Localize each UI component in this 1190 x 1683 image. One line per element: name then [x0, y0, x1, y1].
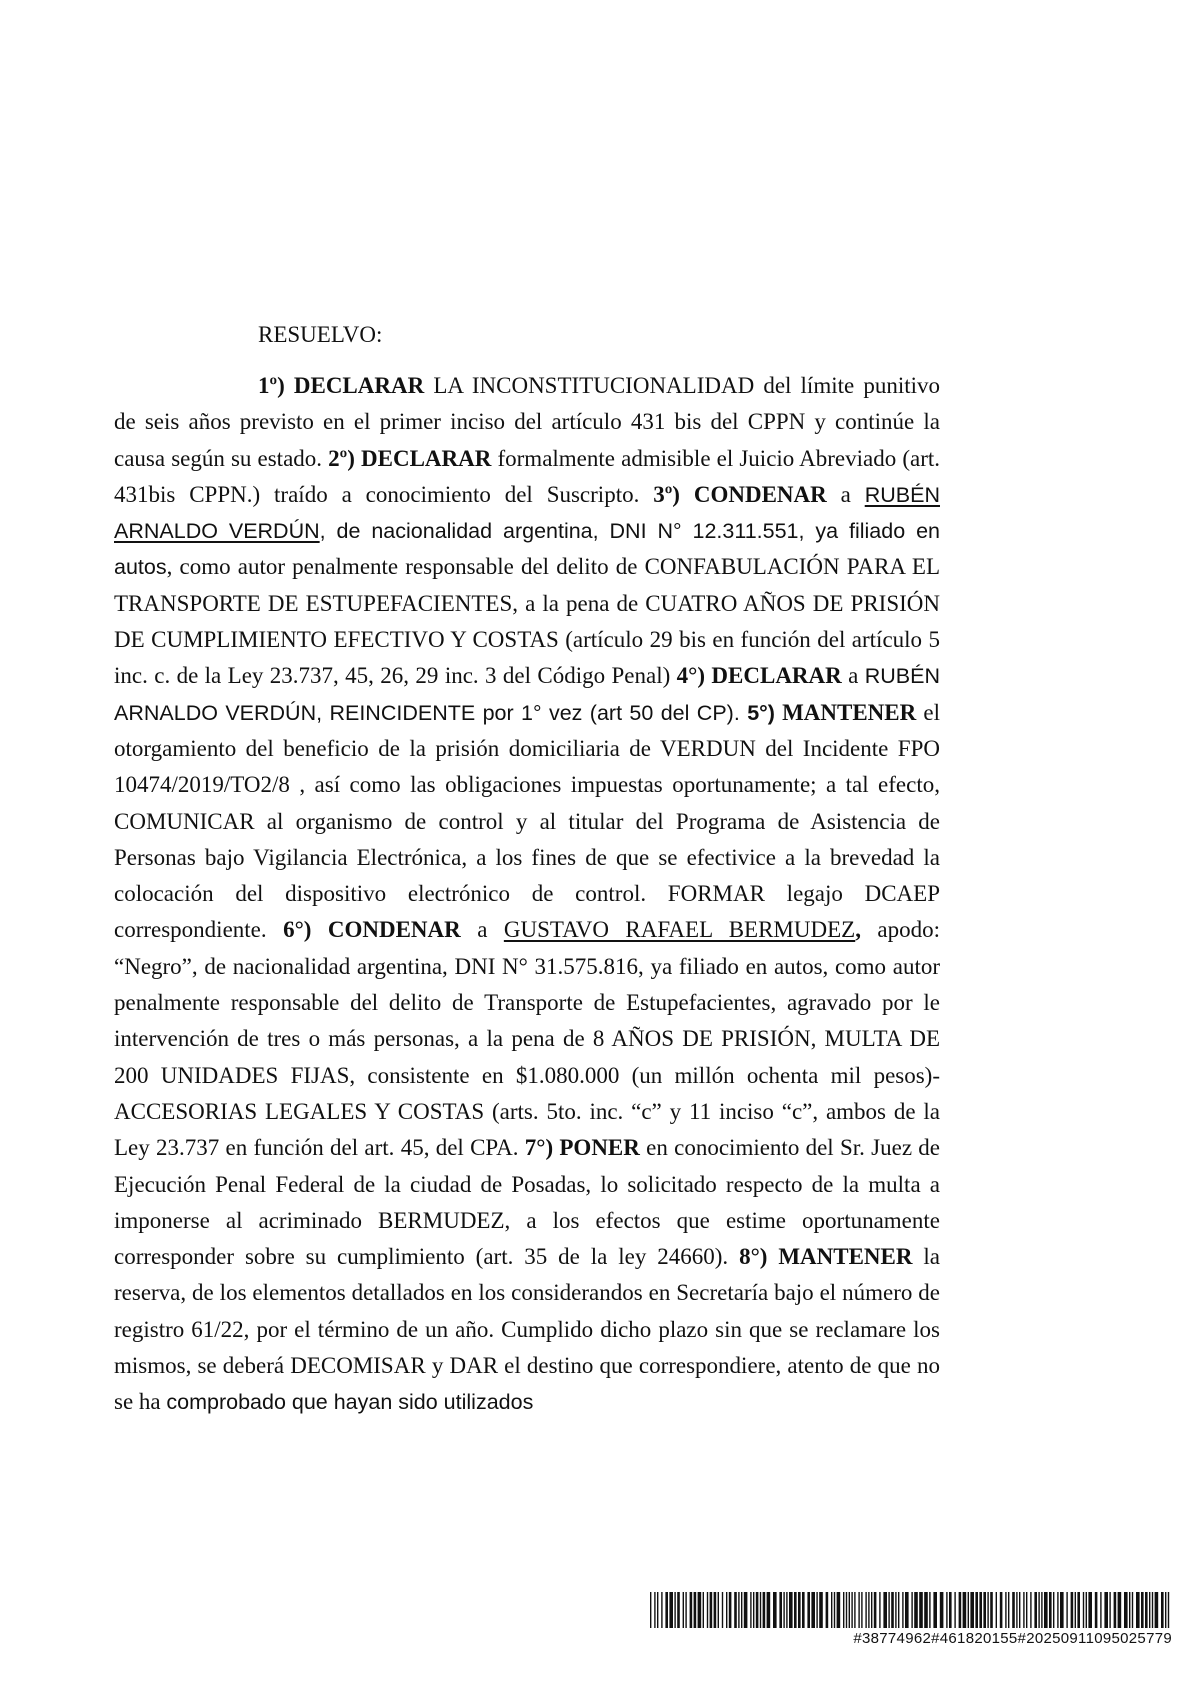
barcode-bar — [975, 1592, 978, 1628]
barcode-bar — [773, 1592, 777, 1628]
barcode-bar — [811, 1592, 815, 1628]
resolution-body — [114, 368, 940, 1421]
barcode-bar — [1149, 1592, 1150, 1628]
barcode-bar — [1086, 1592, 1087, 1628]
text-segment — [775, 700, 782, 725]
text-segment: la reserva, de los elementos detallados en los considerandos en Secretaría bajo el número de registro 61/22, por el término de un año. Cumplido dicho plazo sin que se reclamare los mismos, se deberá DECOMISAR y DAR el destino que correspondiere, atento de que no se ha — [114, 1244, 940, 1415]
barcode-bar — [919, 1592, 923, 1628]
barcode-bar — [1129, 1592, 1130, 1628]
barcode-bar — [888, 1592, 889, 1628]
barcode-bar — [911, 1592, 912, 1628]
text-segment: , como autor penalmente responsable del delito de CONFABULACIÓN PARA EL TRANSPORTE DE ESTUPEFACIENTES, a la pena de CUATRO AÑOS DE PRISIÓN DE CUMPLIMIENTO EFECTIVO Y COSTAS (artículo 29 bis en función del artículo 5 inc. c. de la Ley 23.737, 45, 26, 29 inc. 3 del Código Penal) — [114, 554, 940, 689]
barcode-bar — [933, 1592, 937, 1628]
barcode-bar — [802, 1592, 805, 1628]
barcode-bar — [979, 1592, 982, 1628]
barcode-bar — [756, 1592, 759, 1628]
barcode-bar — [902, 1592, 903, 1628]
barcode-bar — [946, 1592, 947, 1628]
barcode-bar — [722, 1592, 723, 1628]
text-segment: , — [855, 917, 861, 943]
barcode-bar — [1005, 1592, 1006, 1628]
barcode-bar — [1053, 1592, 1054, 1628]
document-barcode — [650, 1592, 1172, 1652]
barcode-bar — [895, 1592, 896, 1628]
barcode-bar — [690, 1592, 693, 1628]
barcode-bar — [983, 1592, 986, 1628]
barcode-bar — [970, 1592, 974, 1628]
barcode-bar — [707, 1592, 708, 1628]
barcode-bar — [1060, 1592, 1064, 1628]
barcode-bar — [996, 1592, 997, 1628]
text-segment: 6°) CONDENAR — [283, 917, 461, 943]
barcode-bar — [1034, 1592, 1037, 1628]
text-segment: a — [841, 663, 865, 689]
barcode-bar — [871, 1592, 872, 1628]
barcode-bar — [843, 1592, 844, 1628]
barcode-bar — [826, 1592, 829, 1628]
barcode-bar — [1088, 1592, 1092, 1628]
barcode-bar — [1008, 1592, 1009, 1628]
barcode-bar — [744, 1592, 748, 1628]
barcode-bar — [963, 1592, 967, 1628]
text-segment: 3º) CONDENAR — [653, 481, 827, 507]
barcode-bar — [726, 1592, 727, 1628]
barcode-bar — [1019, 1592, 1020, 1628]
barcode-bar — [1026, 1592, 1027, 1628]
barcode-bar — [1000, 1592, 1003, 1628]
barcode-bar — [834, 1592, 835, 1628]
barcode-bar — [1168, 1592, 1169, 1628]
barcode-bar — [1012, 1592, 1015, 1628]
barcode-bar — [837, 1592, 841, 1628]
text-segment: a — [826, 481, 865, 507]
barcode-bar — [694, 1592, 697, 1628]
barcode-bar — [683, 1592, 684, 1628]
barcode-bar — [1145, 1592, 1148, 1628]
barcode-bar — [854, 1592, 855, 1628]
barcode-bar — [968, 1592, 969, 1628]
barcode-bar — [1016, 1592, 1017, 1628]
barcode-number: #38774962#461820155#20250911095025779 — [853, 1630, 1172, 1647]
barcode-bar — [1077, 1592, 1080, 1628]
barcode-bar — [846, 1592, 847, 1628]
resolution-heading: RESUELVO: — [258, 322, 383, 347]
barcode-bar — [794, 1592, 797, 1628]
barcode-bar — [798, 1592, 801, 1628]
text-segment: 2º) DECLARAR — [328, 445, 492, 471]
barcode-bar — [674, 1592, 675, 1628]
barcode-bar — [729, 1592, 732, 1628]
text-segment: el otorgamiento del beneficio de la prisión domiciliaria de VERDUN del Incidente FPO 10474/2019/TO2/8 , así como las obligaciones impuestas oportunamente; a tal efecto, COMUNICAR al organismo de control y al titular del Programa de Asistencia de Personas bajo Vigilancia Electrónica, a los fines de que se efectivice a la brevedad la colocación del dispositivo electrónico de control. FORMAR legajo DCAEP correspondiente. — [114, 699, 940, 943]
text-segment: 8°) MANTENER — [739, 1244, 913, 1270]
barcode-bar — [1030, 1592, 1031, 1628]
barcode-bar — [954, 1592, 955, 1628]
barcode-bar — [858, 1592, 859, 1628]
barcode-bar — [868, 1592, 869, 1628]
barcode-bar — [1132, 1592, 1133, 1628]
barcode-bar — [657, 1592, 658, 1628]
barcode-bar — [1118, 1592, 1122, 1628]
barcode-bar — [1165, 1592, 1166, 1628]
barcode-bar — [718, 1592, 719, 1628]
barcode-bar — [1109, 1592, 1110, 1628]
barcode-bar — [924, 1592, 928, 1628]
barcode-bar — [677, 1592, 680, 1628]
barcode-bar — [819, 1592, 823, 1628]
barcode-bar — [753, 1592, 754, 1628]
barcode-bar — [940, 1592, 944, 1628]
text-segment: 4°) DECLARAR — [676, 663, 842, 689]
text-segment: GUSTAVO RAFAEL BERMUDEZ — [503, 917, 856, 943]
barcode-bar — [789, 1592, 793, 1628]
barcode-bar — [661, 1592, 662, 1628]
barcode-bar — [650, 1592, 651, 1628]
text-segment: 5°) — [747, 700, 775, 725]
barcode-bar — [734, 1592, 737, 1628]
barcode-bar — [685, 1592, 686, 1628]
text-segment: , de nacionalidad argentina, DNI N° 12.311.551, ya filiado en autos — [114, 519, 940, 580]
barcode-bar — [1041, 1592, 1042, 1628]
barcode-bar — [1124, 1592, 1128, 1628]
barcode-bar — [1066, 1592, 1067, 1628]
barcode-bar — [750, 1592, 751, 1628]
barcode-bar — [1136, 1592, 1140, 1628]
barcode-bar — [1075, 1592, 1076, 1628]
text-segment: RUBÉN ARNALDO VERDÚN, REINCIDENTE por 1° vez (art 50 del CP). — [114, 664, 941, 725]
barcode-bar — [831, 1592, 832, 1628]
barcode-bar — [1104, 1592, 1108, 1628]
barcode-bar — [669, 1592, 673, 1628]
text-segment: 1º) DECLARAR — [258, 373, 425, 398]
barcode-bar — [703, 1592, 704, 1628]
barcode-bar — [990, 1592, 993, 1628]
barcode-bar — [929, 1592, 930, 1628]
text-segment: MANTENER — [782, 699, 917, 725]
text-segment: RUBÉN ARNALDO VERDÚN — [114, 482, 940, 544]
barcode-bar — [763, 1592, 766, 1628]
barcode-icon — [650, 1592, 1172, 1628]
barcode-bar — [760, 1592, 761, 1628]
barcode-bar — [1114, 1592, 1117, 1628]
barcode-bar — [849, 1592, 850, 1628]
barcode-bar — [741, 1592, 742, 1628]
barcode-bar — [665, 1592, 668, 1628]
barcode-bar — [851, 1592, 852, 1628]
barcode-bar — [861, 1592, 862, 1628]
text-segment: formalmente admisible el Juicio Abreviado (art. 431bis CPPN.) traído a conocimiento del Suscripto. — [114, 445, 941, 507]
barcode-bar — [1057, 1592, 1058, 1628]
text-segment: apodo: “Negro”, de nacionalidad argentina, DNI N° 31.575.816, ya filiado en autos, como autor penalmente responsable del delito de Transporte de Estupefacientes, agravado por le intervención de tres o más personas, a la pena de 8 AÑOS DE PRISIÓN, MULTA DE 200 UNIDADES FIJAS, consistente en $1.080.000 (un millón ochenta mil pesos)- ACCESORIAS LEGALES Y COSTAS (arts. 5to. inc. “c” y 11 inciso “c”, ambos de la Ley 23.737 en función del art. 45, del CPA. — [114, 917, 941, 1161]
text-segment: 7°) PONER — [524, 1135, 640, 1161]
barcode-bar — [883, 1592, 887, 1628]
barcode-bar — [779, 1592, 782, 1628]
barcode-bar — [710, 1592, 713, 1628]
barcode-bar — [987, 1592, 988, 1628]
barcode-bar — [698, 1592, 702, 1628]
barcode-bar — [898, 1592, 899, 1628]
barcode-bar — [786, 1592, 787, 1628]
barcode-bar — [1023, 1592, 1024, 1628]
barcode-bar — [714, 1592, 717, 1628]
barcode-bar — [1095, 1592, 1098, 1628]
barcode-bar — [1100, 1592, 1101, 1628]
barcode-bar — [905, 1592, 909, 1628]
text-segment: comprobado que hayan sido utilizados — [166, 1390, 534, 1415]
barcode-bar — [1049, 1592, 1052, 1628]
barcode-bar — [1083, 1592, 1084, 1628]
barcode-bar — [807, 1592, 810, 1628]
barcode-bar — [783, 1592, 784, 1628]
resolution-paragraph — [114, 368, 940, 1421]
text-segment: en conocimiento del Sr. Juez de Ejecución Penal Federal de la ciudad de Posadas, lo solicitado respecto de la multa a imponerse al acriminado BERMUDEZ, a los efectos que estime oportunamente corresponder sobre su cumplimiento (art. 35 de la ley 24660). — [114, 1135, 941, 1270]
text-segment: a — [460, 917, 504, 943]
barcode-bar — [874, 1592, 877, 1628]
barcode-bar — [1152, 1592, 1153, 1628]
barcode-bar — [949, 1592, 952, 1628]
barcode-bar — [914, 1592, 918, 1628]
barcode-bar — [767, 1592, 771, 1628]
barcode-bar — [891, 1592, 894, 1628]
text-segment: LA INCONSTITUCIONALIDAD del límite punitivo de seis años previsto en el primer inciso del artículo 431 bis del CPPN y continúe la causa según su estado. — [114, 373, 940, 471]
barcode-bar — [1044, 1592, 1048, 1628]
barcode-bar — [1155, 1592, 1159, 1628]
barcode-bar — [1141, 1592, 1144, 1628]
barcode-bar — [816, 1592, 817, 1628]
barcode-bar — [959, 1592, 962, 1628]
barcode-bar — [654, 1592, 655, 1628]
barcode-bar — [879, 1592, 880, 1628]
barcode-bar — [865, 1592, 866, 1628]
barcode-bar — [1071, 1592, 1074, 1628]
barcode-bar — [738, 1592, 739, 1628]
barcode-bar — [1038, 1592, 1039, 1628]
barcode-bar — [1161, 1592, 1164, 1628]
